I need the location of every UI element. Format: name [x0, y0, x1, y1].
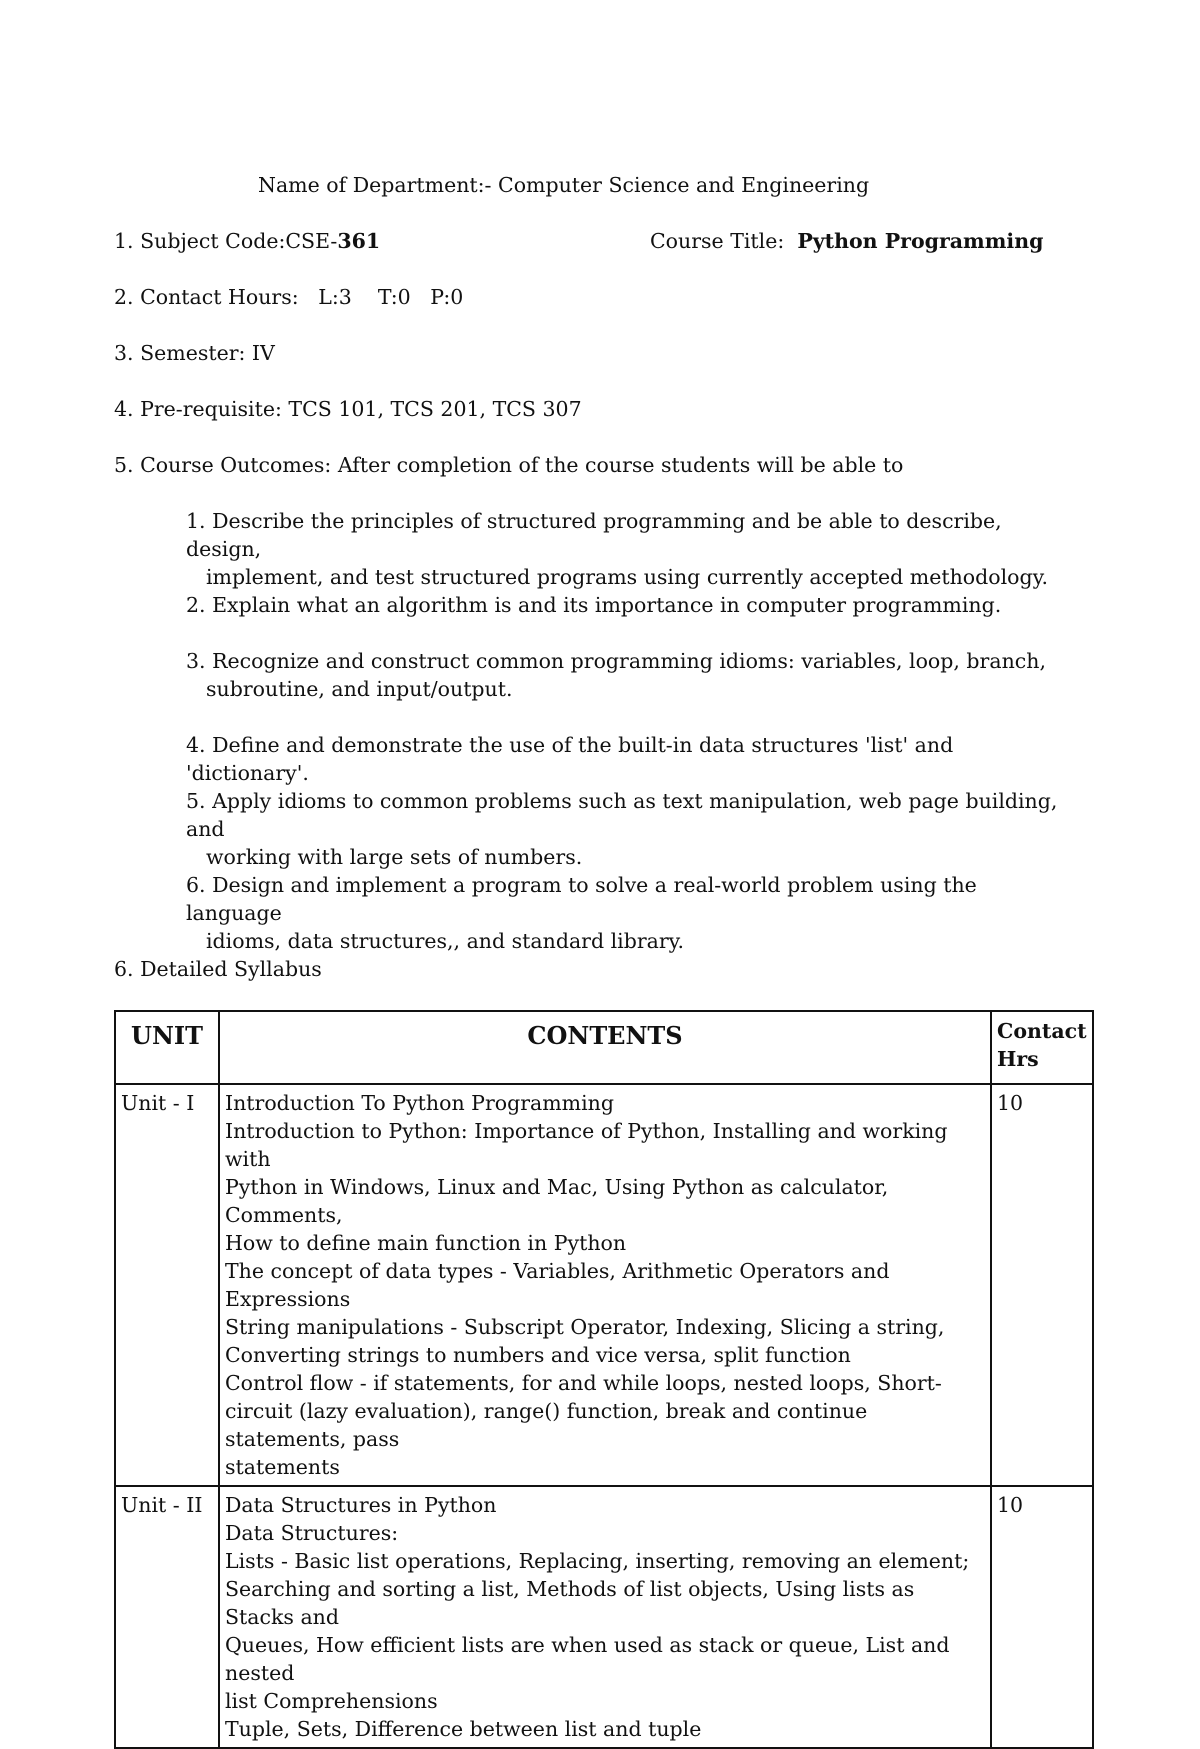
outcome-item: [186, 871, 1066, 955]
content-line: Converting strings to numbers and vice versa, split function: [225, 1343, 851, 1367]
outcome-item: [186, 787, 1066, 871]
outcome-line-continued: idioms, data structures,, and standard library.: [206, 929, 685, 953]
subject-code-value: 361: [337, 229, 381, 253]
semester: 3. Semester: IV: [114, 341, 275, 365]
content-line: Introduction To Python Programming: [225, 1091, 614, 1115]
course-title: [650, 227, 1043, 255]
contact-hrs-label-line2: Hrs: [997, 1047, 1039, 1071]
prerequisite: 4. Pre-requisite: TCS 101, TCS 201, TCS 307: [114, 397, 582, 421]
contents-cell: [219, 1486, 991, 1748]
content-line: How to define main function in Python: [225, 1231, 627, 1255]
course-title-value: Python Programming: [797, 229, 1044, 253]
unit-cell: Unit - II: [115, 1486, 219, 1748]
content-line: Control flow - if statements, for and while loops, nested loops, Short-: [225, 1371, 942, 1395]
course-title-label: Course Title:: [650, 229, 785, 253]
outcome-line: 3. Recognize and construct common programming idioms: variables, loop, branch,: [186, 649, 1046, 673]
outcome-item: [186, 591, 1066, 619]
column-header-contact-hrs: [991, 1011, 1093, 1084]
outcome-line: 6. Design and implement a program to solve a real-world problem using the language: [186, 873, 977, 925]
contact-hours: 2. Contact Hours: L:3 T:0 P:0: [114, 285, 464, 309]
column-header-contents: CONTENTS: [219, 1011, 991, 1084]
table-row: [115, 1084, 1093, 1486]
outcome-line: 4. Define and demonstrate the use of the built-in data structures 'list' and 'dictionary'.: [186, 733, 954, 785]
content-line: Data Structures in Python: [225, 1493, 497, 1517]
outcome-item: [186, 731, 1066, 787]
column-header-unit: UNIT: [115, 1011, 219, 1084]
contact-hrs-cell: 10: [991, 1084, 1093, 1486]
syllabus-table: [114, 1010, 1094, 1749]
content-line: Python in Windows, Linux and Mac, Using Python as calculator, Comments,: [225, 1175, 889, 1227]
department-name: Name of Department:- Computer Science and Engineering: [258, 173, 870, 197]
contact-hrs-label-line1: Contact: [997, 1019, 1087, 1043]
content-line: Searching and sorting a list, Methods of list objects, Using lists as Stacks and: [225, 1577, 915, 1629]
content-line: The concept of data types - Variables, Arithmetic Operators and Expressions: [225, 1259, 890, 1311]
content-line: list Comprehensions: [225, 1689, 438, 1713]
content-line: Lists - Basic list operations, Replacing, inserting, removing an element;: [225, 1549, 970, 1573]
contact-hrs-cell: 10: [991, 1486, 1093, 1748]
outcome-line-continued: subroutine, and input/output.: [206, 677, 513, 701]
content-line: Tuple, Sets, Difference between list and tuple: [225, 1717, 702, 1741]
subject-code-label: 1. Subject Code:CSE-: [114, 229, 338, 253]
content-line: Queues, How efficient lists are when used as stack or queue, List and nested: [225, 1633, 950, 1685]
contents-cell: [219, 1084, 991, 1486]
content-line: statements: [225, 1455, 340, 1479]
outcome-item: [186, 507, 1066, 591]
content-line: Data Structures:: [225, 1521, 399, 1545]
table-header-row: [115, 1011, 1093, 1084]
outcome-line: 5. Apply idioms to common problems such as text manipulation, web page building, and: [186, 789, 1058, 841]
outcome-line: 1. Describe the principles of structured programming and be able to describe, design,: [186, 509, 1002, 561]
unit-cell: Unit - I: [115, 1084, 219, 1486]
content-line: Introduction to Python: Importance of Python, Installing and working with: [225, 1119, 948, 1171]
course-outcomes-intro: 5. Course Outcomes: After completion of the course students will be able to: [114, 453, 904, 477]
content-line: String manipulations - Subscript Operator, Indexing, Slicing a string,: [225, 1315, 945, 1339]
outcome-item: [186, 647, 1066, 703]
outcome-line-continued: implement, and test structured programs using currently accepted methodology.: [206, 565, 1048, 589]
outcome-line: 2. Explain what an algorithm is and its importance in computer programming.: [186, 593, 1002, 617]
outcome-line-continued: working with large sets of numbers.: [206, 845, 583, 869]
syllabus-heading: 6. Detailed Syllabus: [114, 957, 322, 981]
content-line: circuit (lazy evaluation), range() function, break and continue statements, pass: [225, 1399, 868, 1451]
table-row: [115, 1486, 1093, 1748]
subject-code: [114, 227, 380, 255]
